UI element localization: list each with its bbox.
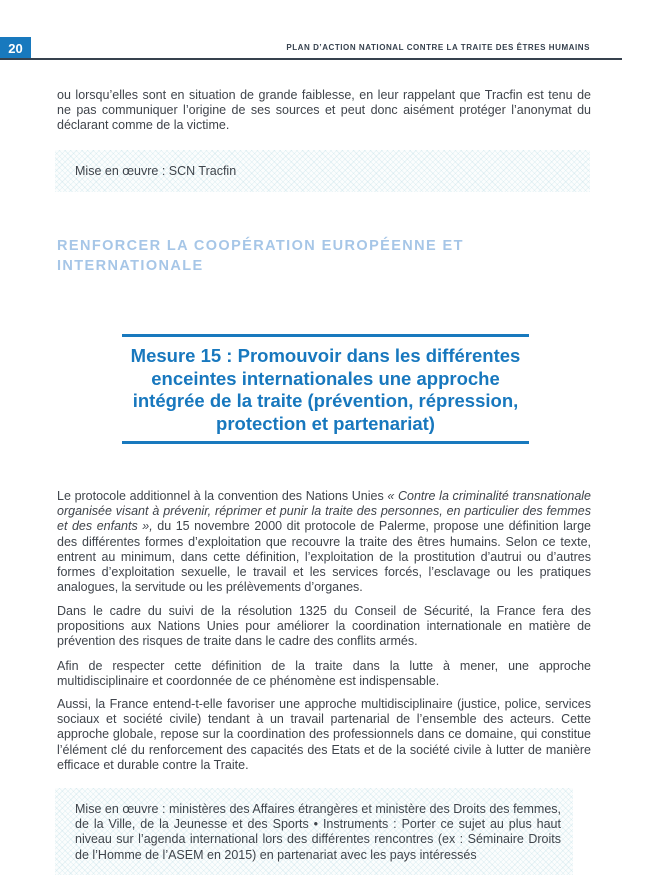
measure-title: Mesure 15 : Promouvoir dans les différentes enceintes internationales une approche intégrée de la traite (prévention, répression, protection et partenariat)	[130, 345, 521, 434]
measure-rule-bottom	[122, 441, 529, 444]
header-rule-divider	[0, 58, 622, 60]
page-number-badge: 20	[0, 37, 31, 60]
body-paragraph-resolution-1325: Dans le cadre du suivi de la résolution 1325 du Conseil de Sécurité, la France fera des propositions aux Nations Unies pour améliorer la coordination internationale en matière de prévention des risques de traite dans le cadre des conflits armés.	[57, 604, 591, 649]
section-heading: RENFORCER LA COOPÉRATION EUROPÉENNE ET INTERNATIONALE	[57, 238, 464, 274]
header-title: PLAN D’ACTION NATIONAL CONTRE LA TRAITE DES ÊTRES HUMAINS	[286, 43, 590, 52]
intro-paragraph: ou lorsqu’elles sont en situation de grande faiblesse, en leur rappelant que Tracfin est tenu de ne pas communiquer l’origine de ses sources et peut donc aisément protéger l’anonymat du déclarant comme de la victime.	[57, 88, 591, 133]
implementation-note-box-ministeres	[55, 788, 573, 875]
measure-block	[122, 334, 529, 444]
implementation-note-text: Mise en œuvre : SCN Tracfin	[75, 164, 237, 178]
implementation-note-text: Mise en œuvre : ministères des Affaires étrangères et ministère des Droits des femmes, de la Ville, de la Jeunesse et des Sports • Instruments : Porter ce sujet au plus haut niveau sur l’agenda international lors des différentes rencontres (ex : Séminaire Droits de l’Homme de l’ASEM en 2015) en partenariat avec les pays intéressés	[75, 802, 561, 862]
body-paragraph-protocole	[57, 489, 591, 595]
implementation-note-box-tracfin	[55, 150, 590, 192]
paragraph-text-italic-quote: « Contre la criminalité transnationale organisée visant à prévenir, réprimer et punir la traite des personnes, en particulier des femmes et des enfants »,	[57, 489, 592, 534]
paragraph-text-normal: du 15 novembre 2000 dit protocole de Palerme, propose une définition large des différentes formes d’exploitation que recouvre la traite des êtres humains. Selon ce texte, entrent au minimum, dans cette définition, l’exploitation de la prostitution d’autrui ou d’autres formes d’exploitation sexuelle, le travail et les services forcés, l’esclavage ou les pratiques analogues, la servitude ou les prélèvements d’organes.	[57, 519, 591, 595]
body-paragraph-multidisciplinaire: Aussi, la France entend-t-elle favoriser une approche multidisciplinaire (justice, police, services sociaux et société civile) tendant à un travail partenarial de l’ensemble des acteurs. Cette approche globale, repose sur la coordination des professionnels dans ce domaine, qui constitue l’élément clé du renforcement des capacités des Etats et de la société civile à lutter de manière efficace et durable contre la Traite.	[57, 697, 591, 772]
body-paragraph-approche: Afin de respecter cette définition de la traite dans la lutte à mener, une approche multidisciplinaire et coordonnée de ce phénomène est indispensable.	[57, 659, 591, 689]
paragraph-text-normal: Le protocole additionnel à la convention des Nations Unies	[57, 489, 388, 503]
